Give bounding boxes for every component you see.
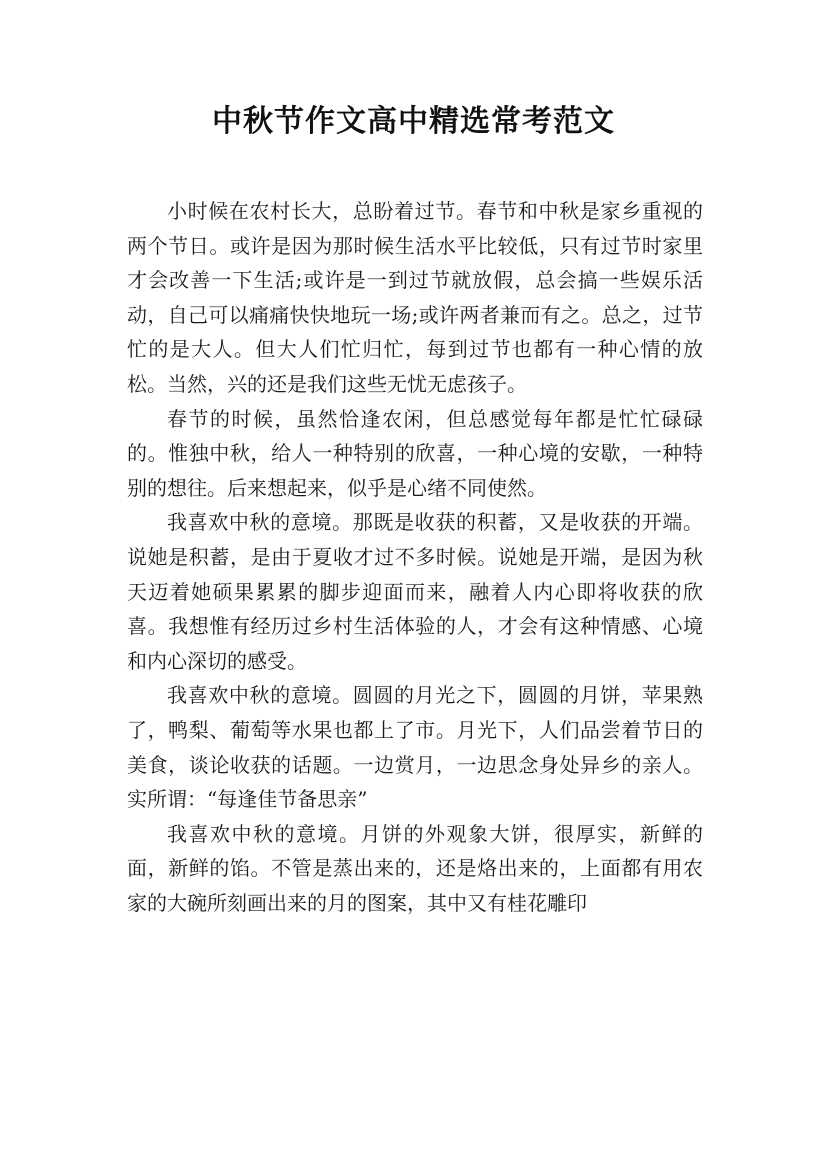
document-body (127, 194, 703, 920)
paragraph: 我喜欢中秋的意境。圆圆的月光之下，圆圆的月饼，苹果熟了，鸭梨、葡萄等水果也都上了市。月光下，人们品尝着节日的美食，谈论收获的话题。一边赏月，一边思念身处异乡的亲人。实所谓：“每逢佳节备思亲” (127, 683, 703, 812)
document-title: 中秋节作文高中精选常考范文 (212, 104, 615, 139)
paragraph: 小时候在农村长大，总盼着过节。春节和中秋是家乡重视的两个节日。或许是因为那时候生活水平比较低，只有过节时家里才会改善一下生活;或许是一到过节就放假，总会搞一些娱乐活动，自己可以痛痛快快地玩一场;或许两者兼而有之。总之，过节忙的是大人。但大人们忙归忙，每到过节也都有一种心情的放松。当然，兴的还是我们这些无忧无虑孩子。 (127, 199, 703, 396)
paragraph: 我喜欢中秋的意境。那既是收获的积蓄，又是收获的开端。说她是积蓄，是由于夏收才过不多时候。说她是开端，是因为秋天迈着她硕果累累的脚步迎面而来，融着人内心即将收获的欣喜。我想惟有经历过乡村生活体验的人，才会有这种情感、心境和内心深切的感受。 (127, 510, 703, 673)
paragraph: 春节的时候，虽然恰逢农闲，但总感觉每年都是忙忙碌碌的。惟独中秋，给人一种特别的欣喜，一种心境的安歇，一种特别的想往。后来想起来，似乎是心绪不同使然。 (127, 406, 703, 500)
paragraph: 我喜欢中秋的意境。月饼的外观象大饼，很厚实，新鲜的面，新鲜的馅。不管是蒸出来的，还是烙出来的，上面都有用农家的大碗所刻画出来的月的图案，其中又有桂花雕印 (127, 821, 703, 915)
